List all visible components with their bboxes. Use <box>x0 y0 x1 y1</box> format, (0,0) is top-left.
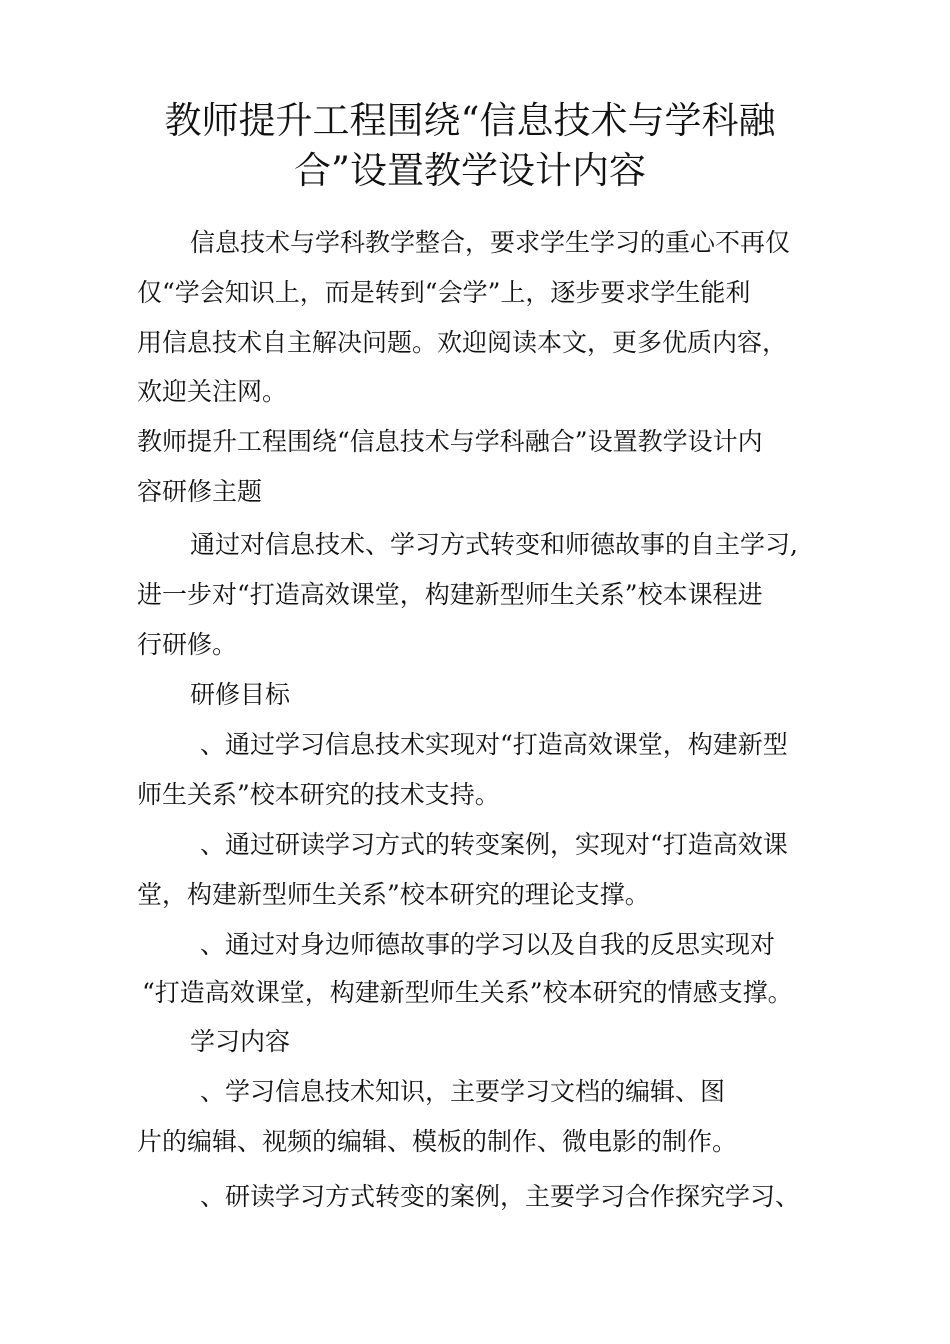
subtitle-line-1: 教师提升工程围绕“信息技术与学科融合”设置教学设计内 <box>137 427 763 456</box>
section-heading-content: 学习内容 <box>190 1027 291 1056</box>
theme-line-2: 进一步对“打造高效课堂，构建新型师生关系”校本课程进 <box>137 580 763 609</box>
subtitle-line-2: 容研修主题 <box>137 477 263 506</box>
goal-1-line-2: 师生关系”校本研究的技术支持。 <box>137 780 500 809</box>
content-1-line-1: 、学习信息技术知识，主要学习文档的编辑、图 <box>200 1077 726 1106</box>
goal-2-line-2: 堂，构建新型师生关系”校本研究的理论支撑。 <box>137 880 650 909</box>
intro-line-1: 信息技术与学科教学整合，要求学生学习的重心不再仅 <box>190 228 791 257</box>
intro-line-2: 仅“学会知识上，而是转到“会学”上，逐步要求学生能利 <box>137 278 751 307</box>
document-title-line-1: 教师提升工程围绕“信息技术与学科融 <box>164 99 776 142</box>
intro-line-4: 欢迎关注网。 <box>137 377 288 406</box>
goal-3-line-2: “打造高效课堂，构建新型师生关系”校本研究的情感支撑。 <box>142 978 793 1007</box>
document-title-line-2: 合”设置教学设计内容 <box>294 149 646 192</box>
intro-line-3: 用信息技术自主解决问题。欢迎阅读本文，更多优质内容， <box>137 328 788 357</box>
goal-3-line-1: 、通过对身边师德故事的学习以及自我的反思实现对 <box>200 930 776 959</box>
theme-line-3: 行研修。 <box>137 630 238 659</box>
content-2-line-1: 、研读学习方式转变的案例，主要学习合作探究学习、 <box>200 1182 801 1211</box>
section-heading-goals: 研修目标 <box>190 680 291 709</box>
goal-2-line-1: 、通过研读学习方式的转变案例，实现对“打造高效课 <box>200 830 788 859</box>
content-1-line-2: 片的编辑、视频的编辑、模板的制作、微电影的制作。 <box>137 1127 738 1156</box>
theme-line-1: 通过对信息技术、学习方式转变和师德故事的自主学习, <box>190 530 798 559</box>
goal-1-line-1: 、通过学习信息技术实现对“打造高效课堂，构建新型 <box>200 730 788 759</box>
